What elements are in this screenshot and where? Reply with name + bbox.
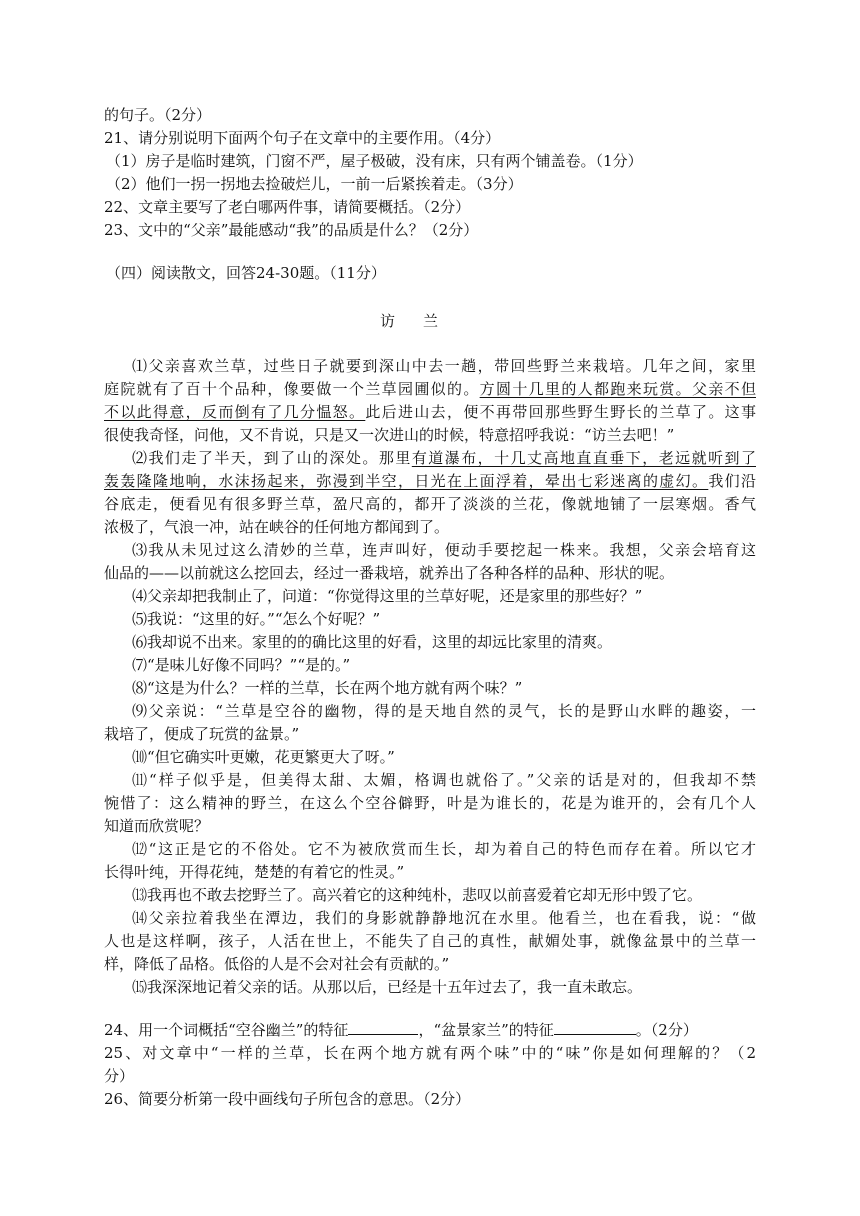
paragraph-14-line-3: 样，降低了品格。低俗的人是不会对社会有贡献的。” [104,955,450,973]
plain-text: 24、用一个词概括“空谷幽兰”的特征 [104,1021,349,1039]
paragraph-4: ⑷父亲却把我制止了，问道：“你觉得这里的兰草好呢，还是家里的那些好？” [132,587,643,605]
plain-text: 我们沿 [708,472,756,490]
paragraph-6: ⑹我却说不出来。家里的的确比这里的好看，这里的却远比家里的清爽。 [132,633,613,651]
paragraph-3-line-1: ⑶我从未见过这么清妙的兰草，连声叫好，便动手要挖起一株来。我想，父亲会培育这 [132,541,756,559]
paragraph-2-line-3: 谷底走，便看见有很多野兰草，盈尺高的，都开了淡淡的兰花，像就地铺了一层寒烟。香气 [104,495,756,513]
paragraph-10: ⑽“但它确实叶更嫩，花更繁更大了呀。” [132,748,395,766]
paragraph-2-line-2 [104,470,756,492]
question-26: 26、简要分析第一段中画线句子所包含的意思。（2分） [104,1090,471,1108]
paragraph-9-line-2: 栽培了，便成了玩赏的盆景。” [104,725,300,743]
underlined-text: 不以此得意，反而倒有了几分愠怒。 [104,403,366,421]
paragraph-15: ⒂我深深地记着父亲的话。从那以后，已经是十五年过去了，我一直未敢忘。 [132,978,643,996]
paragraph-12-line-1: ⑿“这正是它的不俗处。它不为被欣赏而生长，却为着自己的特色而存在着。所以它才 [132,840,756,858]
paragraph-11-line-3: 知道而欣赏呢？ [104,817,210,835]
question-21: 21、请分别说明下面两个句子在文章中的主要作用。（4分） [104,129,501,147]
paragraph-1-line-4: 很使我奇怪，问他，又不肯说，只是又一次进山的时候，特意招呼我说：“访兰去吧！” [104,426,675,444]
text-line: 的句子。（2分） [104,106,212,124]
paragraph-2-line-1 [132,447,756,469]
plain-text: ⑵我们走了半天，到了山的深处。那里 [132,449,412,467]
plain-text: 。（2分） [635,1021,698,1039]
essay-title: 访兰 [380,312,467,330]
question-24 [104,1019,698,1041]
question-22: 22、文章主要写了老白哪两件事，请简要概括。（2分） [104,198,471,216]
paragraph-11-line-2: 惋惜了：这么精神的野兰，在这么个空谷僻野，叶是为谁长的，花是为谁开的，会有几个人 [104,794,756,812]
paragraph-2-line-4: 浓极了，气浪一冲，站在峡谷的任何地方都闻到了。 [104,518,450,536]
paragraph-12-line-2: 长得叶纯，开得花纯，楚楚的有着它的性灵。” [104,863,405,881]
paragraph-11-line-1: ⑾“样子似乎是，但美得太甜、太媚，格调也就俗了。”父亲的话是对的，但我却不禁 [132,771,756,789]
underlined-text: 有道瀑布，十几丈高地直直垂下，老远就听到了 [411,449,756,467]
paragraph-7: ⑺“是味儿好像不同吗？”“是的。” [132,656,351,674]
plain-text: 此后进山去，便不再带回那些野生野长的兰草了。这事 [365,403,756,421]
question-21-item-2: （2）他们一拐一拐地去捡破烂儿，一前一后紧挨着走。（3分） [106,175,523,193]
question-25-line-1: 25、对文章中“一样的兰草，长在两个地方就有两个味”中的“味”你是如何理解的？（2 [104,1044,756,1062]
plain-text: 庭院就有了百十个品种，像要做一个兰草园圃似的。 [104,380,480,398]
paragraph-13: ⒀我再也不敢去挖野兰了。高兴着它的这种纯朴，悲叹以前喜爱着它却无形中毁了它。 [132,886,703,904]
paragraph-1-line-2 [104,378,756,400]
paragraph-8: ⑻“这是为什么？一样的兰草，长在两个地方就有两个味？” [132,679,523,697]
paragraph-14-line-1: ⒁父亲拉着我坐在潭边，我们的身影就静静地沉在水里。他看兰，也在看我，说：“做 [132,909,756,927]
paragraph-9-line-1: ⑼父亲说：“兰草是空谷的幽物，得的是天地自然的灵气，长的是野山水畔的趣姿，一 [132,702,756,720]
question-25-line-2: 分） [104,1067,135,1085]
paragraph-3-line-2: 仙品的——以前就这么挖回去，经过一番栽培，就养出了各种各样的品种、形状的呢。 [104,564,675,582]
answer-blank-2[interactable] [554,1019,636,1035]
paragraph-5: ⑸我说：“这里的好。”“怎么个好呢？” [132,610,381,628]
answer-blank-1[interactable] [348,1019,418,1035]
paragraph-14-line-2: 人也是这样啊，孩子，人活在世上，不能失了自己的真性，献媚处事，就像盆景中的兰草一 [104,932,756,950]
section-heading: （四）阅读散文，回答24-30题。（11分） [106,264,386,282]
paragraph-1-line-3 [104,401,756,423]
underlined-text: 轰轰隆隆地响，水沫扬起来，弥漫到半空，日光在上面浮着，晕出七彩迷离的虚幻。 [104,472,709,490]
underlined-text: 方圆十几里的人都跑来玩赏。父亲不但 [479,380,756,398]
plain-text: ，“盆景家兰”的特征 [418,1021,554,1039]
question-23: 23、文中的“父亲”最能感动“我”的品质是什么？（2分） [104,221,479,239]
paragraph-1-line-1: ⑴父亲喜欢兰草，过些日子就要到深山中去一趟，带回些野兰来栽培。几年之间，家里 [132,357,756,375]
question-21-item-1: （1）房子是临时建筑，门窗不严，屋子极破，没有床，只有两个铺盖卷。（1分） [106,152,643,170]
